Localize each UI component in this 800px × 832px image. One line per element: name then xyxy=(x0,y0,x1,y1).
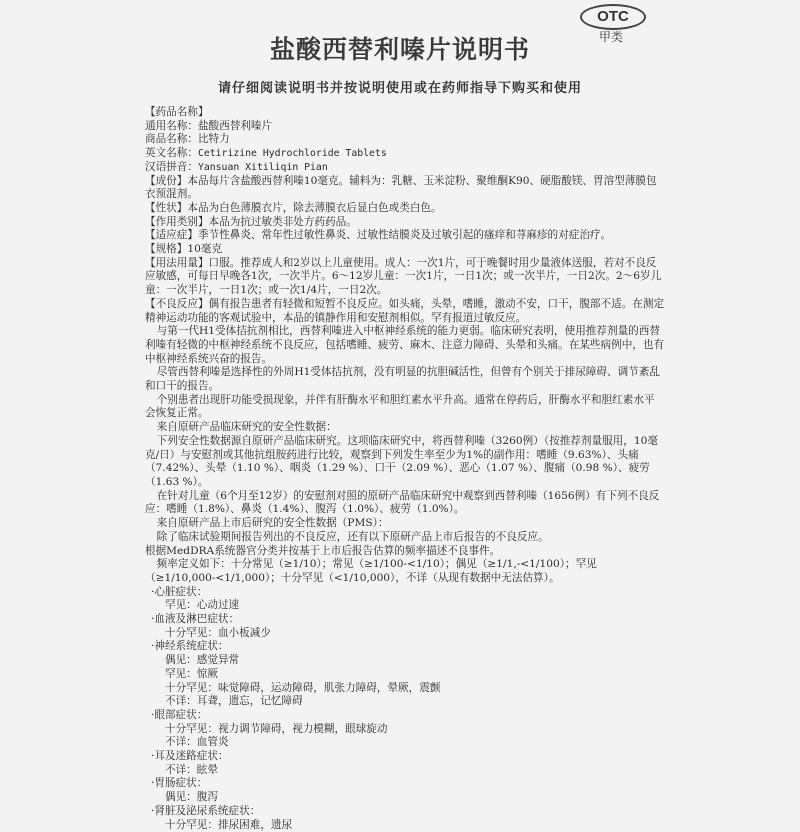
system-heading: ·胃肠症状： xyxy=(151,777,208,790)
frequency-definition: 频率定义如下：十分常见（≥1/10）；常见（≥1/100-<1/10）；偶见（≥1/1,-<1/100）；罕见（≥1/10,000-<1/1,000）；十分罕见（<1/10,000），不详（从现有数据中无法估算）。 xyxy=(145,558,597,584)
generic-name: 通用名称：盐酸西替利嗪片 xyxy=(145,119,273,132)
adverse-paragraph: 在针对儿童（6个月至12岁）的安慰剂对照的原研产品临床研究中观察到西替利嗪（1656例）有下列不良反应：嗜睡（1.8%）、鼻炎（1.4%）、腹泻（1.0%）、疲劳（1.0%）。 xyxy=(145,489,660,516)
system-entry: 罕见：心动过速 xyxy=(165,599,240,612)
otc-badge: OTC xyxy=(580,4,646,30)
document-title: 盐酸西替利嗪片说明书 xyxy=(269,35,530,64)
pinyin-name-value: Yansuan Xitiliqin Pian xyxy=(197,161,328,173)
adverse-paragraph: 除了临床试验期间报告列出的不良反应，还有以下原研产品上市后报告的不良反应。 xyxy=(156,530,549,543)
system-entry: 十分罕见：视力调节障碍，视力模糊，眼球旋动 xyxy=(165,722,388,735)
category-section: 【作用类别】本品为抗过敏类非处方药药品。 xyxy=(145,215,357,228)
adverse-paragraph: 尽管西替利嗪是选择性的外周H1受体拮抗剂，没有明显的抗胆碱活性，但曾有个别关于排尿障碍、调节紊乱和口干的报告。 xyxy=(145,366,660,393)
english-name-label: 英文名称： xyxy=(145,147,198,160)
system-entry: 偶见：腹泻 xyxy=(165,791,218,804)
system-entry: 不详：耳聋，遗忘，记忆障碍 xyxy=(165,695,303,708)
trade-name: 商品名称：比特力 xyxy=(145,133,230,146)
adverse-section: 【不良反应】偶有报告患者有轻微和短暂不良反应。如头痛，头晕，嗜睡，激动不安，口干，腹部不适。在测定精神运动功能的客观试验中，本品的镇静作用和安慰剂相似。罕有报道过敏反应。 xyxy=(145,297,665,324)
system-entry: 不详：眩晕 xyxy=(165,763,218,776)
english-name-value: Cetirizine Hydrochloride Tablets xyxy=(197,148,387,160)
system-heading: ·心脏症状： xyxy=(151,585,208,598)
otc-class-label: 甲类 xyxy=(599,30,624,44)
adverse-paragraph: 根据MedDRA系统器官分类并按基于上市后报告估算的频率描述不良事件。 xyxy=(145,544,501,557)
adverse-paragraph: 下列安全性数据源自原研产品临床研究。这项临床研究中，将西替利嗪（3260例）（按推荐剂量服用，10毫克/日）与安慰剂或其他抗组胺药进行比较，观察到下列发生率至少为1%的副作用：嗜睡（9.63%）、头痛（7.42%）、头晕（1.10 %）、咽炎（1.29 %）、口干（2.09 %）、恶心（1.07 %）、腹痛（0.98 %）、疲劳（1.63 %）。 xyxy=(145,434,658,488)
system-heading: ·血液及淋巴症状： xyxy=(151,613,240,626)
adverse-paragraph: 来自原研产品临床研究的安全性数据： xyxy=(156,421,337,434)
usage-warning: 请仔细阅读说明书并按说明使用或在药师指导下购买和使用 xyxy=(217,81,582,96)
indication-section: 【适应症】季节性鼻炎、常年性过敏性鼻炎、过敏性结膜炎及过敏引起的瘙痒和荨麻疹的对症治疗。 xyxy=(145,229,612,242)
system-heading: ·神经系统症状： xyxy=(151,640,229,653)
system-entry: 十分罕见：排尿困难，遗尿 xyxy=(165,818,293,831)
drug-name-heading: 【药品名称】 xyxy=(145,106,209,118)
usage-section: 【用法用量】口服。推荐成人和2岁以上儿童使用。成人：一次1片，可于晚餐时用少量液体送服，若对不良反应敏感，可每日早晚各1次，一次半片。6～12岁儿童：一次1片，一日1次；或一次半片，一日2次。2～6岁儿童：一次半片，一日1次；或一次1/4片，一日2次。 xyxy=(145,256,662,297)
adverse-paragraph: 与第一代H1受体拮抗剂相比，西替利嗪进入中枢神经系统的能力更弱。临床研究表明，使用推荐剂量的西替利嗪有轻微的中枢神经系统不良反应，包括嗜睡、疲劳、麻木、注意力障碍、头晕和头痛。在某些病例中，也有中枢神经系统兴奋的报告。 xyxy=(145,325,665,365)
system-entry: 罕见：惊厥 xyxy=(165,667,218,680)
system-heading: ·眼部症状： xyxy=(151,708,208,721)
instruction-body xyxy=(145,106,665,832)
adverse-paragraph: 来自原研产品上市后研究的安全性数据（PMS）： xyxy=(156,517,389,530)
pinyin-name-label: 汉语拼音： xyxy=(145,160,198,173)
composition-section: 【成份】本品每片含盐酸西替利嗪10毫克。辅料为：乳糖、玉米淀粉、聚维酮K90、硬脂酸镁、胃溶型薄膜包衣预混剂。 xyxy=(145,174,657,201)
character-section: 【性状】本品为白色薄膜衣片，除去薄膜衣后显白色或类白色。 xyxy=(145,201,442,214)
pinyin-name xyxy=(145,161,665,175)
english-name xyxy=(145,147,665,161)
system-entry: 偶见：感觉异常 xyxy=(165,654,240,667)
spec-section: 【规格】10毫克 xyxy=(145,243,223,256)
system-heading: ·耳及迷路症状： xyxy=(151,750,229,763)
system-entry: 十分罕见：血小板减少 xyxy=(165,626,271,639)
adverse-paragraph: 个别患者出现肝功能受损现象，并伴有肝酶水平和胆红素水平升高。通常在停药后，肝酶水平和胆红素水平会恢复正常。 xyxy=(145,393,655,420)
system-entry: 十分罕见：味觉障碍，运动障碍，肌张力障碍，晕厥，震颤 xyxy=(165,681,441,694)
system-entry: 不详：血管炎 xyxy=(165,736,229,749)
system-heading: ·肾脏及泌尿系统症状： xyxy=(151,804,261,817)
